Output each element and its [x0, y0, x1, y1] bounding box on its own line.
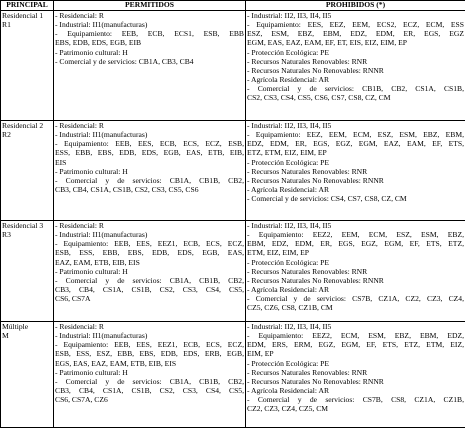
prohibited-line: - Comercial y de servicios: CS4, CS7, CS8, CZ, CM — [247, 194, 464, 203]
zone-code: M — [2, 331, 52, 340]
prohibited-line: EGM, EAS, EAZ, EAM, EF, ET, EIS, EIZ, EIM, EP — [247, 38, 464, 47]
prohibidos-cell — [246, 322, 465, 428]
permitidos-cell — [54, 11, 246, 121]
permitted-line: - Comercial y de servicios: CB1A, CB3, CB4 — [55, 57, 244, 66]
permitted-line: CB3, CB4, CS1A, CS1B, CS2, CS3, CS4, CS5, — [55, 285, 244, 294]
prohibited-line: - Equipamiento: EEZ2, EEM, ECM, ESZ, ESM, EBZ, — [247, 230, 464, 239]
prohibited-line: EIM, EP — [247, 349, 464, 358]
permitidos-cell — [54, 322, 246, 428]
prohibited-line: - Comercial y de servicios: CB1B, CB2, CS1A, CS1B, — [247, 84, 464, 93]
prohibited-line: ETZ, ETM, EIZ, EIM, EP — [247, 148, 464, 157]
prohibited-line: - Recursos Naturales Renovables: RNR — [247, 57, 464, 66]
prohibited-line: - Equipamiento: EEZ, EEM, ECM, ESZ, ESM, EBZ, EBM, — [247, 130, 464, 139]
permitidos-cell — [54, 221, 246, 322]
permitted-line: ESB, ESS, ESZ, EBB, EBS, EDB, EDS, ERB, EGB, — [55, 349, 244, 358]
permitted-line: - Equipamiento: EEB, ECB, ECS1, ESB, EBB — [55, 29, 244, 38]
zone-code: R1 — [2, 20, 52, 29]
permitted-line: - Comercial y de servicios: CB1A, CB1B, CB2, — [55, 176, 244, 185]
header-permitidos: PERMITIDOS — [54, 1, 246, 11]
prohibited-line: - Industrial: II2, II3, II4, II5 — [247, 121, 464, 130]
prohibited-line: - Recursos Naturales No Renovables: RNNR — [247, 66, 464, 75]
prohibited-line: - Agrícola Residencial: AR — [247, 285, 464, 294]
permitted-line: CB3, CB4, CS1A, CS1B, CS2, CS3, CS4, CS5, — [55, 386, 244, 395]
prohibidos-cell — [246, 11, 465, 121]
principal-cell — [1, 322, 54, 428]
principal-cell — [1, 11, 54, 121]
permitted-line: - Patrimonio cultural: H — [55, 267, 244, 276]
zone-code: R3 — [2, 230, 52, 239]
permitted-line: - Patrimonio cultural: H — [55, 167, 244, 176]
permitted-line: EIS — [55, 158, 244, 167]
prohibited-line: - Recursos Naturales No Renovables: RNNR — [247, 276, 464, 285]
prohibited-line: - Protección Ecológica: PE — [247, 359, 464, 368]
permitted-line: - Equipamiento: EEB, EES, ECB, ECS, ECZ, ESB, — [55, 139, 244, 148]
prohibited-line: - Protección Ecológica: PE — [247, 48, 464, 57]
permitted-line: - Residencial: R — [55, 121, 244, 130]
zone-name: Residencial 3 — [2, 221, 52, 230]
table-row — [1, 121, 465, 221]
prohibited-line: - Comercial y de servicios: CS7B, CZ1A, CZ2, CZ3, CZ4, — [247, 294, 464, 303]
permitidos-cell — [54, 121, 246, 221]
prohibited-line: CZ2, CZ3, CZ4, CZ5, CM — [247, 404, 464, 413]
permitted-line: - Patrimonio cultural: H — [55, 48, 244, 57]
header-row — [1, 1, 465, 11]
permitted-line: - Industrial: II1(manufacturas) — [55, 331, 244, 340]
prohibited-line: - Protección Ecológica: PE — [247, 258, 464, 267]
permitted-line: - Industrial: II1(manufacturas) — [55, 230, 244, 239]
permitted-line: - Residencial: R — [55, 11, 244, 20]
permitted-line: - Residencial: R — [55, 221, 244, 230]
permitted-line: - Industrial: II1(manufacturas) — [55, 130, 244, 139]
prohibited-line: EDM, ERS, ERM, EGZ, EGM, EF, ETS, ETZ, ETM, EIZ, — [247, 340, 464, 349]
prohibited-line: ESZ, ESM, EBZ, EBM, EDZ, EDM, ER, EGS, EGZ — [247, 29, 464, 38]
prohibited-line: - Agrícola Residencial: AR — [247, 386, 464, 395]
prohibited-line: CZ5, CZ6, CS8, CZ1B, CM — [247, 303, 464, 312]
permitted-line: ESS, EBB, EBS, EDB, EDS, EGB, EAS, ETB, EIB, — [55, 148, 244, 157]
prohibited-line: - Agrícola Residencial: AR — [247, 185, 464, 194]
permitted-line: CS6, CS7A — [55, 294, 244, 303]
zone-code: R2 — [2, 130, 52, 139]
prohibited-line: - Industrial: II2, II3, II4, II5 — [247, 322, 464, 331]
prohibited-line: EBM, EDZ, EDM, ER, EGS, EGZ, EGM, EF, ETS, ETZ, — [247, 239, 464, 248]
permitted-line: EAZ, EAM, ETB, EIB, EIS — [55, 258, 244, 267]
prohibited-line: - Recursos Naturales Renovables: RNR — [247, 167, 464, 176]
prohibited-line: - Protección Ecológica: PE — [247, 158, 464, 167]
prohibited-line: - Recursos Naturales No Renovables: RNNR — [247, 176, 464, 185]
prohibited-line: - Industrial: II2, II3, II4, II5 — [247, 11, 464, 20]
prohibited-line: - Agrícola Residencial: AR — [247, 75, 464, 84]
permitted-line: - Equipamiento: EEB, EES, EEZ1, ECB, ECS, ECZ, — [55, 239, 244, 248]
permitted-line: - Comercial y de servicios: CB1A, CB1B, CB2, — [55, 276, 244, 285]
permitted-line: - Patrimonio cultural: H — [55, 368, 244, 377]
prohibited-line: - Industrial: II2, II3, II4, II5 — [247, 221, 464, 230]
permitted-line: - Equipamiento: EEB, EES, EEZ1, ECB, ECS, ECZ, — [55, 340, 244, 349]
principal-cell — [1, 121, 54, 221]
permitted-line: EGS, EAS, EAZ, EAM, ETB, EIB, EIS — [55, 359, 244, 368]
prohibited-line: - Equipamiento: EES, EEZ, EEM, ECS2, ECZ, ECM, ESS — [247, 20, 464, 29]
zone-name: Múltiple — [2, 322, 52, 331]
permitted-line: EBS, EDB, EDS, EGB, EIB — [55, 38, 244, 47]
table-row — [1, 11, 465, 121]
permitted-line: CS6, CS7A, CZ6 — [55, 395, 244, 404]
permitted-line: - Comercial y de servicios: CB1A, CB1B, CB2, — [55, 377, 244, 386]
prohibidos-cell — [246, 121, 465, 221]
table-row — [1, 221, 465, 322]
prohibited-line: - Comercial y de servicios: CS7B, CS8, CZ1A, CZ1B, — [247, 395, 464, 404]
prohibited-line: EDZ, EDM, ER, EGS, EGZ, EGM, EAZ, EAM, EF, ETS, — [247, 139, 464, 148]
prohibidos-cell — [246, 221, 465, 322]
prohibited-line: ETM, EIZ, EIM, EP — [247, 248, 464, 257]
prohibited-line: - Recursos Naturales Renovables: RNR — [247, 368, 464, 377]
prohibited-line: - Recursos Naturales No Renovables: RNNR — [247, 377, 464, 386]
principal-cell — [1, 221, 54, 322]
permitted-line: - Residencial: R — [55, 322, 244, 331]
permitted-line: ESB, ESS, EBB, EBS, EDB, EDS, EGB, EAS, — [55, 248, 244, 257]
header-prohibidos: PROHIBIDOS (*) — [246, 1, 465, 11]
permitted-line: CB3, CB4, CS1A, CS1B, CS2, CS3, CS5, CS6 — [55, 185, 244, 194]
prohibited-line: - Equipamiento: EEZ2, ECM, ESM, EBZ, EBM, EDZ, — [247, 331, 464, 340]
zone-name: Residencial 2 — [2, 121, 52, 130]
prohibited-line: - Recursos Naturales Renovables: RNR — [247, 267, 464, 276]
table-row — [1, 322, 465, 428]
permitted-line: - Industrial: II1(manufacturas) — [55, 20, 244, 29]
header-principal: PRINCIPAL — [1, 1, 54, 11]
prohibited-line: CS2, CS3, CS4, CS5, CS6, CS7, CS8, CZ, CM — [247, 93, 464, 102]
zone-name: Residencial 1 — [2, 11, 52, 20]
